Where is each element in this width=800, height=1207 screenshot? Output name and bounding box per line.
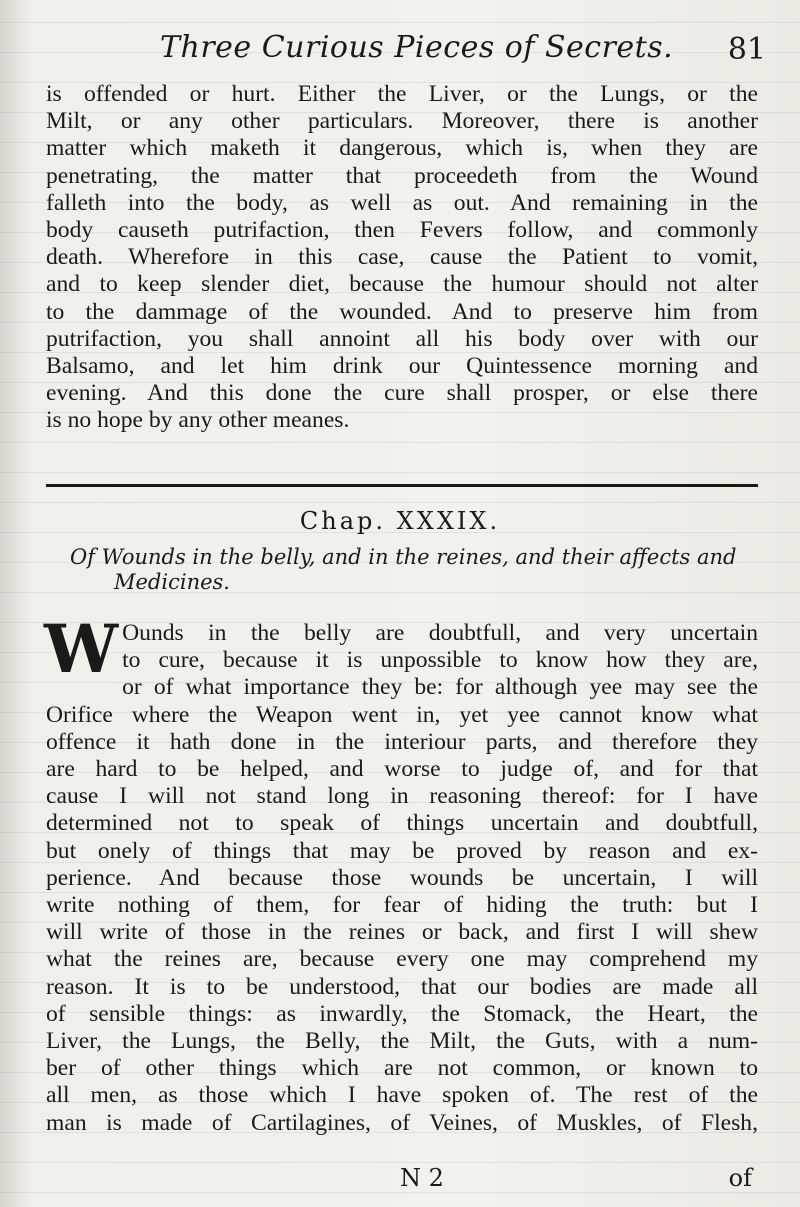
text-line: is no hope by any other meanes. [46, 407, 350, 434]
running-title: Three Curious Pieces of Secrets. [160, 30, 674, 65]
text-line: determined not to speak of things uncertain and doubtfull, [46, 810, 758, 837]
text-line: but onely of things that may be proved by reason and ex- [46, 837, 758, 864]
text-line: perience. And because those wounds be uncertain, I will [46, 864, 758, 891]
text-line: reason. It is to be understood, that our bodies are made all [46, 973, 758, 1000]
drop-cap: W [44, 610, 119, 688]
page-number: 81 [727, 32, 766, 67]
text-line: falleth into the body, as well as out. And remaining in the [46, 189, 758, 216]
text-line: will write of those in the reines or back, and first I will shew [46, 919, 758, 946]
text-line: and to keep slender diet, because the humour should not alter [46, 271, 758, 298]
text-line: evening. And this done the cure shall prosper, or else there [46, 380, 758, 407]
text-line: Orifice where the Weapon went in, yet yee cannot know what [46, 701, 758, 728]
text-line: are hard to be helped, and worse to judge of, and for that [46, 756, 758, 783]
text-line: Liver, the Lungs, the Belly, the Milt, the Guts, with a num- [46, 1028, 758, 1055]
text-line: Ounds in the belly are doubtfull, and very uncertain [122, 620, 758, 646]
text-line: to cure, because it is unpossible to know how they are, [122, 647, 758, 674]
chapter-paragraph [44, 610, 758, 1137]
text-line: what the reines are, because every one may comprehend my [46, 946, 758, 973]
text-line: cause I will not stand long in reasoning thereof: for I have [46, 783, 758, 810]
chapter-title: Chap. XXXIX. [299, 507, 501, 535]
text-line: death. Wherefore in this case, cause the Patient to vomit, [46, 244, 758, 271]
text-line: putrifaction, you shall annoint all his body over with our [46, 325, 758, 352]
page-footer [46, 1164, 758, 1194]
chapter-subtitle [70, 545, 760, 595]
text-line: or of what importance they be: for although yee may see the [122, 674, 758, 701]
text-line: Milt, or any other particulars. Moreover, there is another [46, 108, 758, 135]
text-line: penetrating, the matter that proceedeth from the Wound [46, 162, 758, 189]
text-line: all men, as those which I have spoken of. The rest of the [46, 1082, 758, 1109]
text-line: Balsamo, and let him drink our Quintessence morning and [46, 353, 758, 380]
page-header [40, 30, 770, 76]
text-line: matter which maketh it dangerous, which is, when they are [46, 135, 758, 162]
chapter-subtitle-line: Of Wounds in the belly, and in the reines, and their affects and [70, 545, 737, 569]
paragraph-continued [46, 81, 758, 435]
text-line: body causeth putrifaction, then Fevers follow, and commonly [46, 217, 758, 244]
text-line: ber of other things which are not common, or known to [46, 1055, 758, 1082]
text-line: man is made of Cartilagines, of Veines, of Muskles, of Flesh, [46, 1109, 758, 1136]
signature-mark: N 2 [400, 1164, 444, 1192]
section-rule [46, 484, 758, 487]
text-line: write nothing of them, for fear of hiding the truth: but I [46, 892, 758, 919]
chapter-subtitle-line: Medicines. [114, 570, 230, 594]
text-line: to the dammage of the wounded. And to preserve him from [46, 298, 758, 325]
text-line: offence it hath done in the interiour parts, and therefore they [46, 728, 758, 755]
catchword: of [728, 1164, 752, 1192]
text-line: of sensible things: as inwardly, the Stomack, the Heart, the [46, 1000, 758, 1027]
text-line: is offended or hurt. Either the Liver, or the Lungs, or the [46, 81, 758, 107]
